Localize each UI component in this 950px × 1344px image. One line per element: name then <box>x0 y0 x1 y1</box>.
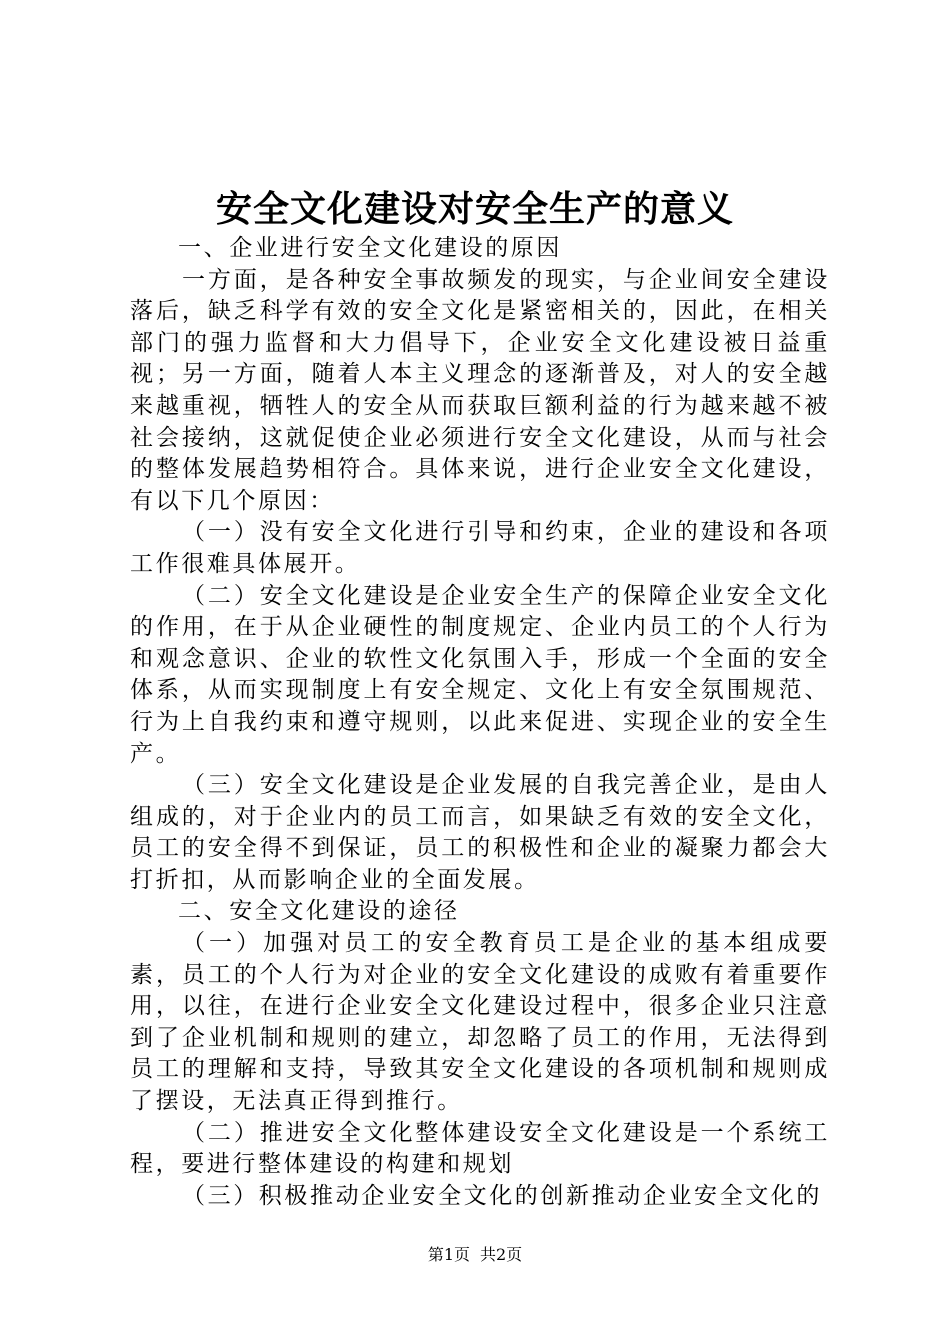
paragraph-reason-3: （三）安全文化建设是企业发展的自我完善企业，是由人组成的，对于企业内的员工而言，如果缺乏有效的安全文化，员工的安全得不到保证，员工的积极性和企业的凝聚力都会大打折扣，从而影响企业的全面发展。 <box>130 772 830 893</box>
paragraph-approach-2: （二）推进安全文化整体建设安全文化建设是一个系统工程，要进行整体建设的构建和规划 <box>130 1119 830 1178</box>
page-number: 第1页 <box>427 1245 470 1264</box>
page-footer <box>0 1244 950 1266</box>
page-total: 共2页 <box>480 1245 523 1264</box>
document-body <box>130 233 830 1212</box>
paragraph-reason-2: （二）安全文化建设是企业安全生产的保障企业安全文化的作用，在于从企业硬性的制度规定、企业内员工的个人行为和观念意识、企业的软性文化氛围入手，形成一个全面的安全体系，从而实现制度上有安全规定、文化上有安全氛围规范、行为上自我约束和遵守规则，以此来促进、实现企业的安全生产。 <box>130 582 830 767</box>
section-heading-1: 一、企业进行安全文化建设的原因 <box>178 235 562 261</box>
document-title: 安全文化建设对安全生产的意义 <box>215 188 734 230</box>
paragraph-approach-3: （三）积极推动企业安全文化的创新推动企业安全文化的 <box>182 1182 822 1209</box>
section-heading-2: 二、安全文化建设的途径 <box>178 898 460 925</box>
paragraph-approach-1: （一）加强对员工的安全教育员工是企业的基本组成要素，员工的个人行为对企业的安全文化建设的成败有着重要作用，以往，在进行企业安全文化建设过程中，很多企业只注意到了企业机制和规则的建立，却忽略了员工的作用，无法得到员工的理解和支持，导致其安全文化建设的各项机制和规则成了摆设，无法真正得到推行。 <box>130 930 830 1115</box>
paragraph-reasons-intro: 一方面，是各种安全事故频发的现实，与企业间安全建设落后，缺乏科学有效的安全文化是紧密相关的，因此，在相关部门的强力监督和大力倡导下，企业安全文化建设被日益重视；另一方面，随着人本主义理念的逐渐普及，对人的安全越来越重视，牺牲人的安全从而获取巨额利益的行为越来越不被社会接纳，这就促使企业必须进行安全文化建设，从而与社会的整体发展趋势相符合。具体来说，进行企业安全文化建设，有以下几个原因： <box>130 266 830 514</box>
paragraph-reason-1: （一）没有安全文化进行引导和约束，企业的建设和各项工作很难具体展开。 <box>130 519 830 577</box>
